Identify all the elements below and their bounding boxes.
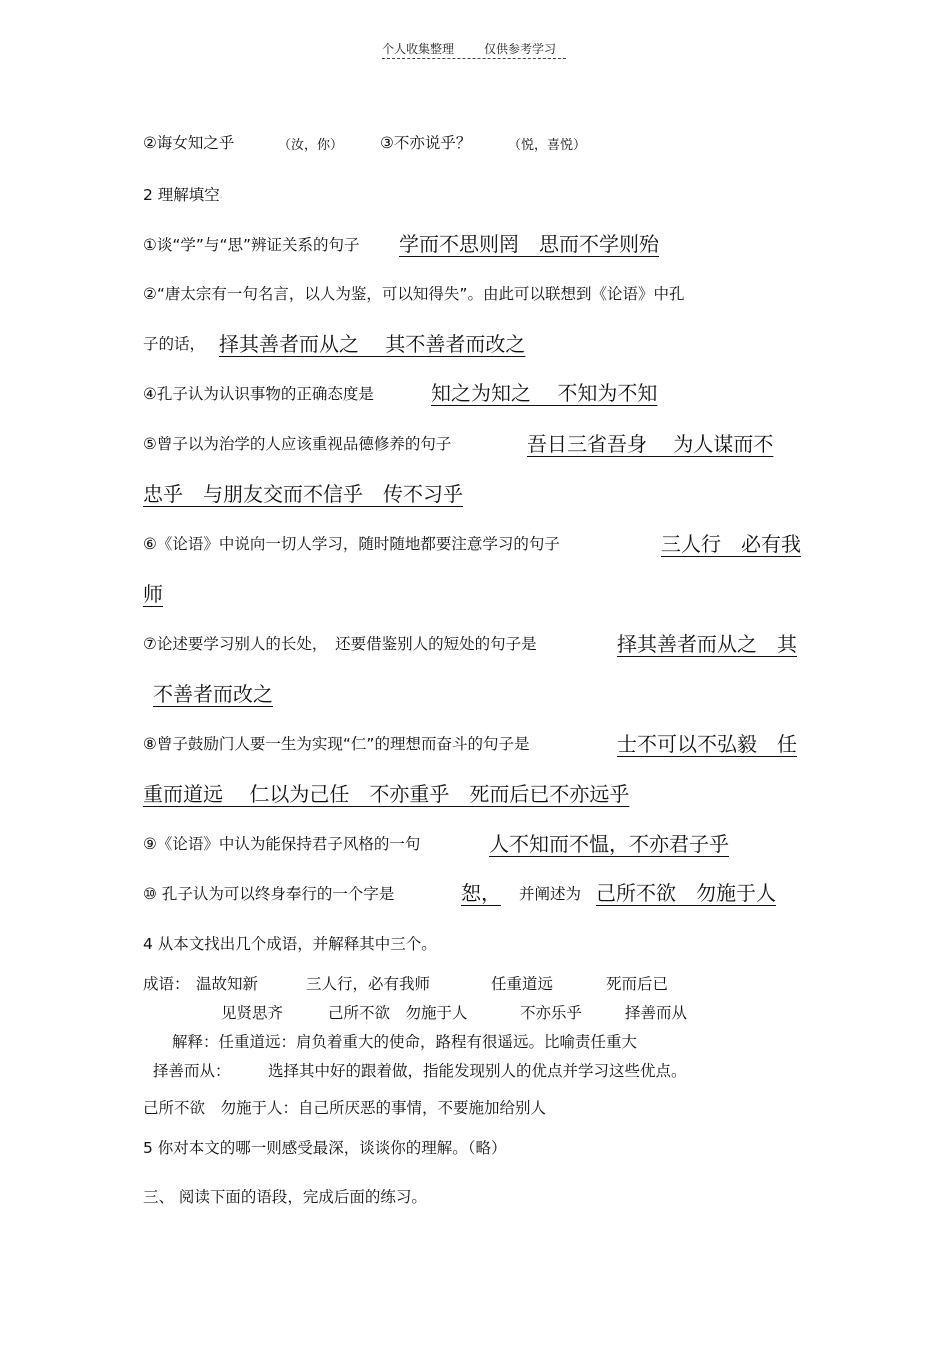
fill-4-question: ④孔子认为认识事物的正确态度是 — [143, 385, 374, 403]
fill-9-answer: 人不知而不愠，不亦君子乎 — [489, 832, 729, 856]
header-left: 个人收集整理 — [382, 42, 455, 56]
fill-5-answer-line2: 忠乎 与朋友交而不信乎 传不习乎 — [143, 482, 463, 506]
idiom-item: 择善而从 — [625, 1004, 688, 1022]
header-divider — [382, 58, 566, 59]
idiom-item: 三人行，必有我师 — [306, 975, 431, 993]
section-4-heading: 4 从本文找出几个成语，并解释其中三个。 — [143, 935, 437, 953]
fill-10-question-2: 并阐述为 — [519, 885, 582, 903]
fill-6-answer-line2: 师 — [143, 582, 163, 606]
fill-2-question-line2: 子的话， — [143, 335, 206, 353]
explanation-2-label: 择善而从： — [153, 1062, 231, 1080]
idiom-item: 己所不欲 勿施于人 — [328, 1004, 468, 1022]
fill-8-question: ⑧曾子鼓励门人要一生为实现“仁”的理想而奋斗的句子是 — [143, 735, 530, 753]
fill-7-question: ⑦论述要学习别人的长处， 还要借鉴别人的短处的句子是 — [143, 635, 537, 653]
fill-2-question-line1: ②“唐太宗有一句名言，以人为鉴，可以知得失”。由此可以联想到《论语》中孔 — [143, 285, 685, 303]
question-a: ②诲女知之乎 — [143, 134, 235, 152]
idiom-item: 死而后已 — [606, 975, 669, 993]
question-b: ③不亦说乎？ — [380, 134, 472, 152]
section-2-heading: 2 理解填空 — [143, 186, 220, 204]
fill-8-answer-line2: 重而道远 仁以为己任 不亦重乎 死而后已不亦远乎 — [143, 782, 630, 806]
fill-9-question: ⑨《论语》中认为能保持君子风格的一句 — [143, 835, 421, 853]
fill-10-answer-1: 恕， — [461, 881, 501, 905]
section-5-heading: 5 你对本文的哪一则感受最深，谈谈你的理解。（略） — [143, 1139, 507, 1157]
fill-4-answer: 知之为知之 不知为不知 — [431, 381, 658, 405]
fill-10-question: ⑩ 孔子认为可以终身奉行的一个字是 — [143, 885, 395, 903]
question-a-note: （汝，你） — [278, 138, 344, 153]
header-right: 仅供参考学习 — [484, 42, 557, 56]
idioms-label: 成语： — [143, 975, 190, 993]
fill-5-question: ⑤曾子以为治学的人应该重视品德修养的句子 — [143, 435, 452, 453]
fill-7-answer-line2: 不善者而改之 — [153, 682, 273, 706]
fill-2-answer: 择其善者而从之 其不善者而改之 — [219, 332, 526, 356]
explanation-3: 己所不欲 勿施于人：自己所厌恶的事情，不要施加给别人 — [143, 1099, 547, 1117]
fill-1-question: ①谈“学”与“思”辨证关系的句子 — [143, 236, 360, 254]
question-b-note: （悦，喜悦） — [508, 138, 587, 153]
fill-6-answer-line1: 三人行 必有我 — [661, 532, 801, 556]
explanation-2-text: 选择其中好的跟着做，指能发现别人的优点并学习这些优点。 — [268, 1062, 687, 1080]
idiom-item: 任重道远 — [491, 975, 554, 993]
idiom-item: 见贤思齐 — [221, 1004, 284, 1022]
explanation-1: 解释：任重道远：肩负着重大的使命，路程有很遥远。比喻责任重大 — [172, 1033, 638, 1051]
idiom-item: 温故知新 — [196, 975, 259, 993]
section-3-heading: 三、 阅读下面的语段，完成后面的练习。 — [143, 1188, 427, 1206]
fill-6-question: ⑥《论语》中说向一切人学习，随时随地都要注意学习的句子 — [143, 535, 560, 553]
fill-10-answer-2: 己所不欲 勿施于人 — [596, 881, 776, 905]
fill-7-answer-line1: 择其善者而从之 其 — [617, 632, 797, 656]
fill-5-answer-line1: 吾日三省吾身 为人谋而不 — [527, 432, 774, 456]
fill-8-answer-line1: 士不可以不弘毅 任 — [617, 732, 797, 756]
fill-1-answer: 学而不思则罔 思而不学则殆 — [399, 232, 659, 256]
idiom-item: 不亦乐乎 — [520, 1004, 583, 1022]
